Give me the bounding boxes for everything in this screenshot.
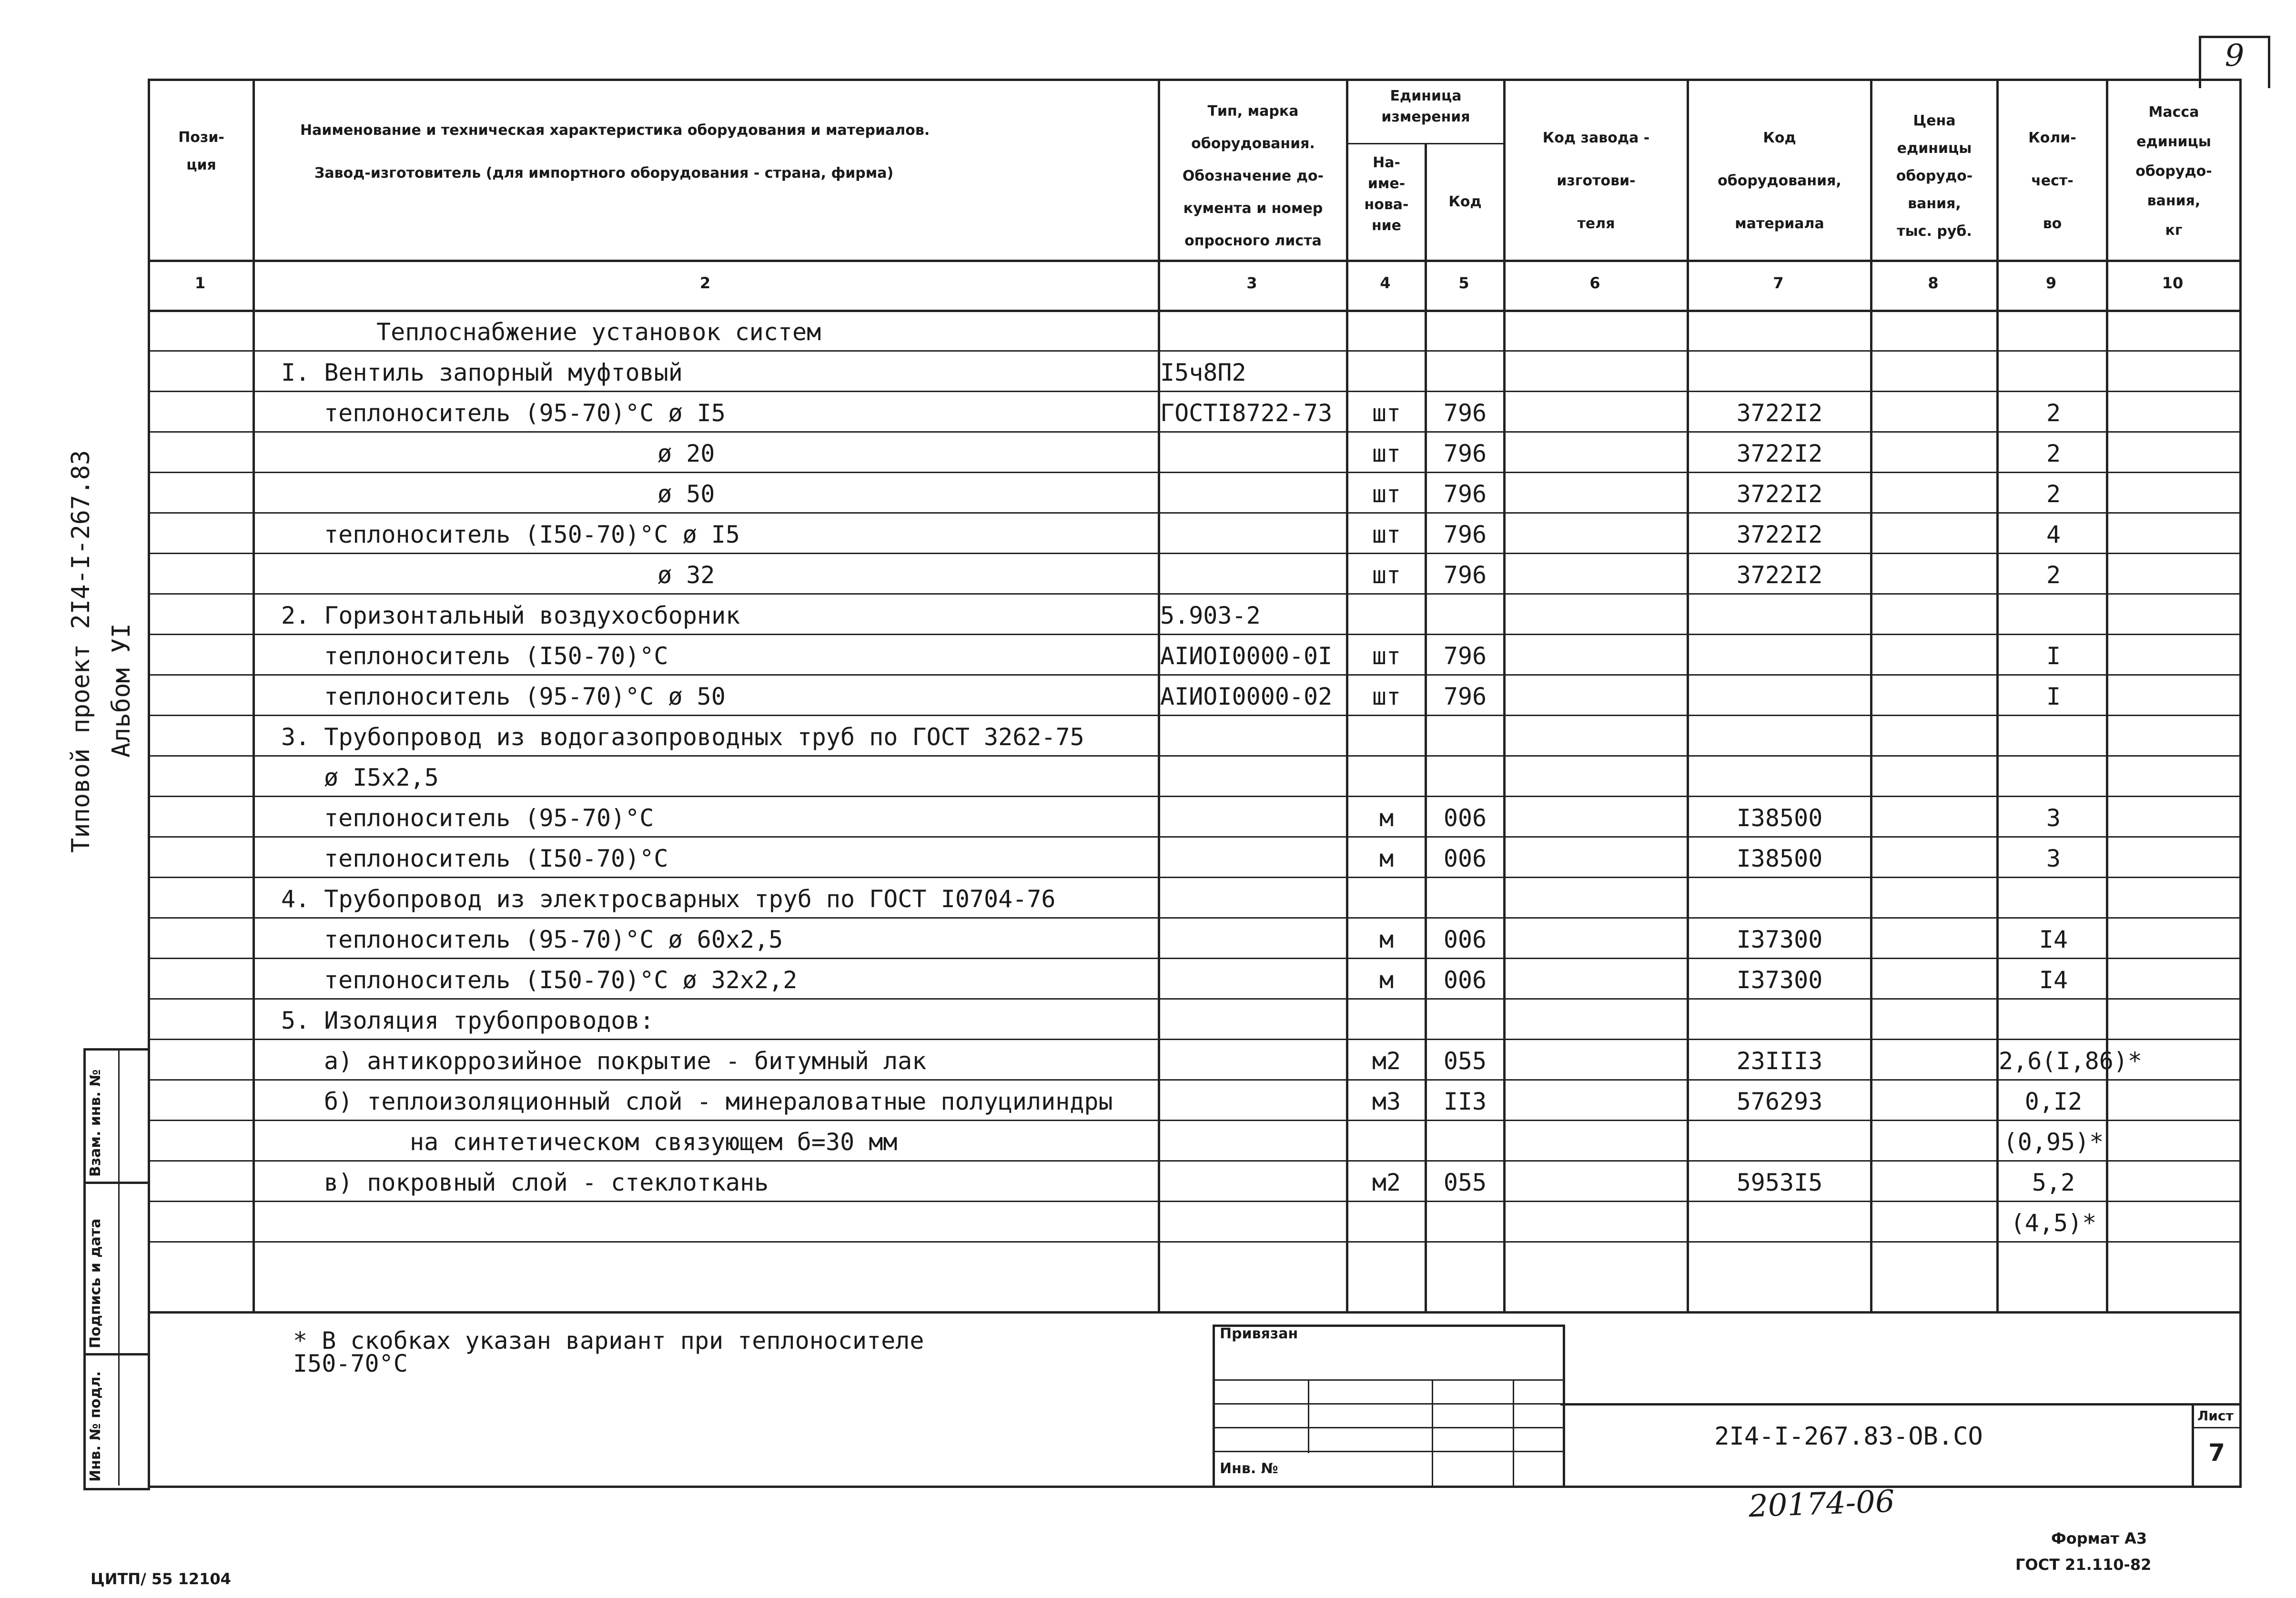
row-unit: м [1379,804,1394,832]
row-quantity: I [2046,642,2061,670]
header-equipment-code-text: Код оборудования, материала [1718,130,1841,232]
row-unit-code: 796 [1443,439,1487,467]
sheet-badge: 9 [2225,38,2245,73]
header-quantity-text: Коли- чест- во [2028,130,2076,232]
row-material-code: 576293 [1736,1087,1823,1115]
header-price-text: Цена единицы оборудо- вания, тыс. руб. [1896,112,1973,240]
row-name: I. Вентиль запорный муфтовый [281,358,683,386]
header-unit-code [1427,188,1503,216]
stamp-inv: Инв. № [1220,1460,1278,1477]
printer-label: ЦИТП/ 55 12104 [91,1570,231,1588]
row-name: теплоноситель (I50-70)°С [324,844,668,872]
row-unit-code: 796 [1443,682,1487,710]
row-unit: шт [1372,642,1401,670]
column-number: 2 [699,274,711,292]
list-label: Лист [2197,1408,2234,1424]
gost-label: ГОСТ 21.110-82 [2015,1556,2152,1574]
row-unit-code: II3 [1443,1087,1487,1115]
row-material-code: I37300 [1736,925,1823,953]
row-quantity: 3 [2046,844,2061,872]
row-quantity: (4,5)* [2010,1209,2097,1237]
header-equipment-code [1689,117,1870,245]
row-unit-code: 006 [1443,966,1487,994]
side-title-2: Альбом УI [107,623,136,758]
row-unit: шт [1372,399,1401,427]
row-name: б) теплоизоляционный слой - минераловатные полуцилиндры [324,1087,1113,1115]
row-type: I5ч8П2 [1160,358,1246,386]
row-quantity: 5,2 [2032,1168,2075,1196]
row-quantity: 3 [2046,804,2061,832]
header-unit-name-text: На- име- нова- ние [1364,154,1409,234]
row-type: AIИOI0000-02 [1160,682,1333,710]
header-type-text: Тип, марка оборудования. Обозначение до- кумента и номер опросного листа [1182,103,1324,249]
row-name: ø 50 [657,480,715,508]
side-label-podpis: Подпись и дата [87,1218,104,1348]
row-quantity: (0,95)* [2003,1128,2104,1156]
doc-code: 2I4-I-267.83-OB.CO [1714,1422,1983,1451]
header-unit-code-text: Код [1448,193,1482,210]
header-plant-code-text: Код завода - изготови- теля [1542,130,1650,232]
row-quantity: I4 [2039,925,2068,953]
row-unit-code: 055 [1443,1168,1487,1196]
row-quantity: 0,I2 [2024,1087,2083,1115]
header-price [1872,107,1996,245]
row-unit-code: 006 [1443,844,1487,872]
header-unit-group [1348,86,1503,128]
side-title-1: Типовой проект 2I4-I-267.83 [67,450,95,853]
stamp-privyazan: Привязан [1220,1325,1298,1342]
row-unit-code: 796 [1443,399,1487,427]
row-material-code: 5953I5 [1736,1168,1823,1196]
row-unit-code: 796 [1443,561,1487,589]
footnote: * В скобках указан вариант при теплоносителе I50-70°С [293,1327,924,1377]
row-unit: м [1379,844,1394,872]
header-position [150,124,253,179]
row-unit: шт [1372,520,1401,548]
row-unit: шт [1372,682,1401,710]
row-name: теплоноситель (95-70)°С ø I5 [324,399,726,427]
row-quantity: I [2046,682,2061,710]
row-unit: м3 [1372,1087,1401,1115]
row-material-code: 3722I2 [1736,561,1823,589]
row-quantity: 2 [2046,439,2061,467]
header-name-line2: Завод-изготовитель (для импортного оборудования - страна, фирма) [314,165,894,182]
header-name [257,117,1153,187]
header-mass [2108,98,2239,245]
row-quantity: 2 [2046,399,2061,427]
row-name: теплоноситель (I50-70)°С ø I5 [324,520,740,548]
row-name: теплоноситель (95-70)°С ø 50 [324,682,726,710]
row-unit: м [1379,925,1394,953]
row-material-code: 23III3 [1736,1047,1823,1075]
side-label-vzam: Взам. инв. № [87,1069,104,1177]
row-name: Теплоснабжение установок систем [376,318,821,346]
row-quantity: 2 [2046,561,2061,589]
column-number: 9 [2045,274,2057,292]
header-position-text: Пози- ция [178,129,224,173]
header-mass-text: Масса единицы оборудо- вания, кг [2135,104,2212,239]
row-quantity: I4 [2039,966,2068,994]
header-unit-group-text: Единица измерения [1381,88,1470,125]
row-name: 2. Горизонтальный воздухосборник [281,601,740,629]
row-quantity: 2 [2046,480,2061,508]
row-unit: м2 [1372,1168,1401,1196]
row-unit-code: 796 [1443,642,1487,670]
row-material-code: I38500 [1736,844,1823,872]
column-number: 1 [194,274,206,292]
row-name: а) антикоррозийное покрытие - битумный лак [324,1047,927,1075]
handwritten-number: 20174-06 [1748,1484,1895,1525]
header-unit-name [1348,152,1425,236]
header-plant-code [1506,117,1687,245]
header-type [1160,95,1346,257]
row-material-code: I37300 [1736,966,1823,994]
row-name: ø I5x2,5 [324,763,439,791]
row-name: теплоноситель (I50-70)°С [324,642,668,670]
row-unit-code: 796 [1443,520,1487,548]
column-number: 10 [2162,274,2184,292]
format-label: Формат А3 [2051,1529,2147,1547]
row-unit: шт [1372,480,1401,508]
row-material-code: I38500 [1736,804,1823,832]
row-material-code: 3722I2 [1736,399,1823,427]
row-type: ГОСТI8722-73 [1160,399,1333,427]
row-quantity: 4 [2046,520,2061,548]
row-material-code: 3722I2 [1736,439,1823,467]
list-number: 7 [2208,1439,2225,1467]
column-number: 8 [1928,274,1939,292]
row-name: в) покровный слой - стеклоткань [324,1168,769,1196]
row-unit: м [1379,966,1394,994]
row-name: 4. Трубопровод из электросварных труб по ГОСТ I0704-76 [281,885,1056,913]
row-name: ø 32 [657,561,715,589]
column-number: 6 [1589,274,1600,292]
header-quantity [1999,117,2106,245]
row-name: 3. Трубопровод из водогазопроводных труб по ГОСТ 3262-75 [281,723,1084,751]
row-name: ø 20 [657,439,715,467]
row-unit: шт [1372,561,1401,589]
row-name: теплоноситель (I50-70)°С ø 32x2,2 [324,966,798,994]
row-quantity: 2,6(I,86)* [1999,1047,2143,1075]
side-label-inv-podl: Инв. № подл. [87,1371,104,1482]
row-material-code: 3722I2 [1736,480,1823,508]
row-unit: шт [1372,439,1401,467]
row-name: теплоноситель (95-70)°С ø 60x2,5 [324,925,783,953]
row-type: 5.903-2 [1160,601,1261,629]
row-unit-code: 006 [1443,804,1487,832]
row-material-code: 3722I2 [1736,520,1823,548]
column-number: 3 [1246,274,1257,292]
row-name: теплоноситель (95-70)°С [324,804,654,832]
row-type: AIИOI0000-0I [1160,642,1333,670]
row-unit: м2 [1372,1047,1401,1075]
column-number: 5 [1458,274,1469,292]
row-name: 5. Изоляция трубопроводов: [281,1006,654,1034]
row-unit-code: 055 [1443,1047,1487,1075]
row-name: на синтетическом связующем б=30 мм [410,1128,898,1156]
row-unit-code: 796 [1443,480,1487,508]
column-number: 4 [1380,274,1391,292]
row-unit-code: 006 [1443,925,1487,953]
header-name-line1: Наименование и техническая характеристика оборудования и материалов. [300,122,930,139]
column-number: 7 [1773,274,1784,292]
